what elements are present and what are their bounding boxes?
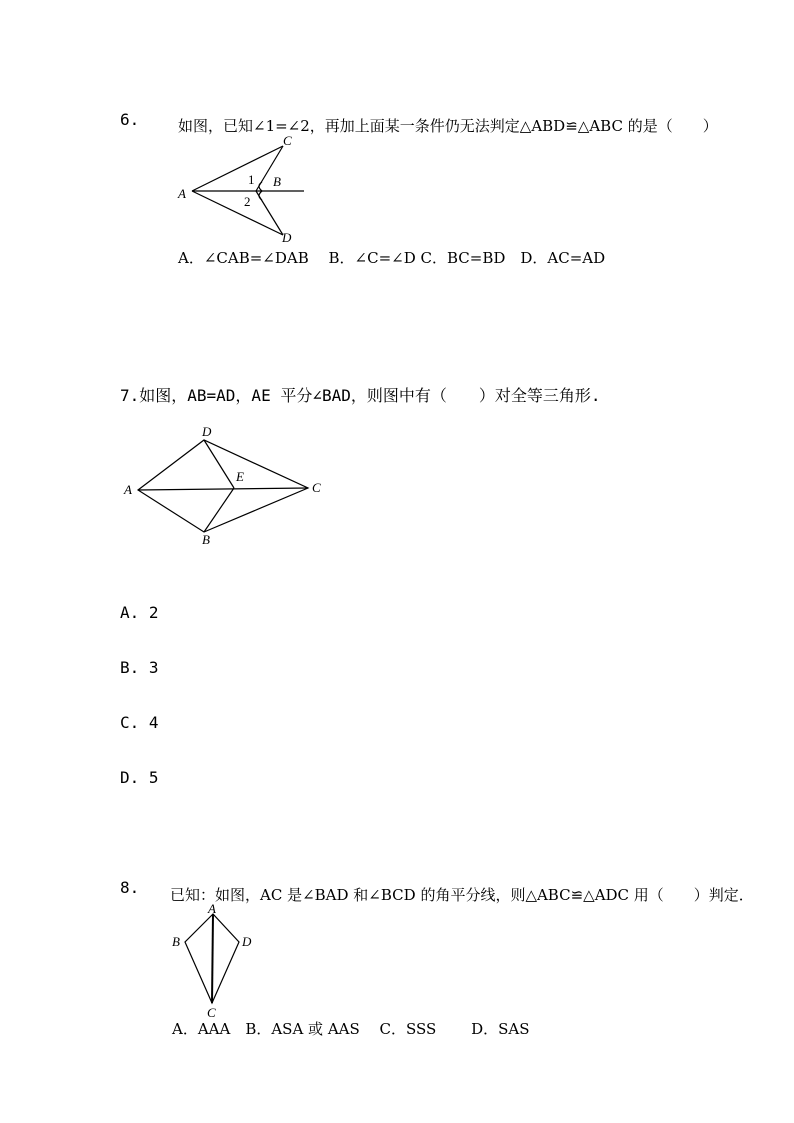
q7-label-e: E bbox=[236, 469, 244, 484]
q7-label-a: A bbox=[124, 482, 132, 497]
q7-label-d: D bbox=[202, 424, 212, 439]
q6-label-angle2: 2 bbox=[244, 194, 251, 209]
q8-label-a: A bbox=[208, 901, 216, 916]
q6-label-b: B bbox=[273, 174, 281, 189]
q7-label-c: C bbox=[312, 480, 321, 495]
q8-label-b: B bbox=[172, 934, 180, 949]
q6-number: 6. bbox=[120, 110, 140, 129]
q6-figure bbox=[170, 128, 315, 246]
q6-label-c: C bbox=[283, 133, 292, 148]
q6-label-d: D bbox=[282, 230, 292, 245]
q7-option-d: D. 5 bbox=[120, 768, 159, 787]
q7-quadrilateral bbox=[138, 440, 308, 532]
q8-label-c: C bbox=[207, 1005, 216, 1020]
q7-option-a: A. 2 bbox=[120, 603, 159, 622]
q7-line-ac bbox=[138, 488, 308, 490]
q7-stem: 7.如图，AB=AD，AE 平分∠BAD，则图中有（ ）对全等三角形. bbox=[120, 386, 601, 405]
q8-figure bbox=[165, 900, 265, 1020]
q7-figure bbox=[118, 418, 333, 552]
q6-label-a: A bbox=[178, 186, 186, 201]
q6-stem: 如图，已知∠1=∠2，再加上面某一条件仍无法判定△ABD≌△ABC 的是（ ） bbox=[178, 117, 718, 135]
q6-options: A．∠CAB=∠DAB B．∠C=∠D C．BC=BD D．AC=AD bbox=[178, 249, 606, 267]
q6-angle2-arc bbox=[259, 191, 262, 200]
q8-options: A．AAA B．ASA 或 AAS C．SSS D．SAS bbox=[172, 1020, 530, 1038]
q8-line-ac bbox=[212, 914, 213, 1003]
q7-option-c: C. 4 bbox=[120, 713, 159, 732]
q7-option-b: B. 3 bbox=[120, 658, 159, 677]
q7-label-b: B bbox=[202, 532, 210, 547]
q6-label-angle1: 1 bbox=[248, 172, 255, 187]
q8-number: 8. bbox=[120, 878, 140, 897]
q6-angle1-arc bbox=[259, 182, 262, 191]
q8-stem: 已知：如图，AC 是∠BAD 和∠BCD 的角平分线，则△ABC≌△ADC 用（ ）判定． bbox=[170, 886, 754, 904]
q8-label-d: D bbox=[242, 934, 252, 949]
